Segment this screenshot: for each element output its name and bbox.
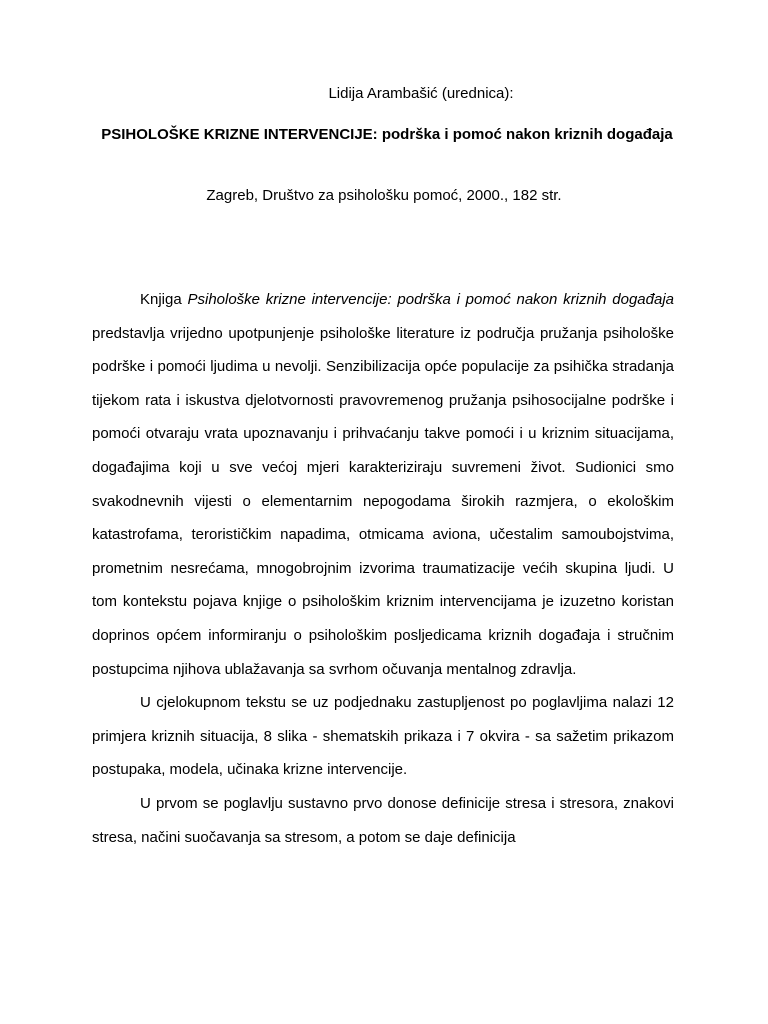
publication-info: Zagreb, Društvo za psihološku pomoć, 2000., 182 str.: [206, 187, 562, 204]
author-line: Lidija Arambašić (urednica):: [328, 85, 514, 102]
paragraph-1-book-title: Psihološke krizne intervencije: podrška i pomoć nakon kriznih događaja: [187, 291, 674, 308]
book-title-subtitle: podrška i pomoć nakon kriznih događaja: [381, 126, 673, 143]
book-title-main: PSIHOLOŠKE KRIZNE INTERVENCIJE:: [101, 126, 382, 143]
paragraph-1: [92, 283, 674, 686]
review-body: [92, 283, 674, 854]
paragraph-2: U cjelokupnom tekstu se uz podjednaku zastupljenost po poglavljima nalazi 12 primjera kriznih situacija, 8 slika - shematskih prikaza i 7 okvira - sa sažetim prikazom postupaka, modela, učinaka krizne intervencije.: [92, 694, 674, 779]
paragraph-1-intro: Knjiga: [140, 291, 188, 308]
book-title: [100, 117, 674, 152]
paragraph-1-text: predstavlja vrijedno upotpunjenje psihološke literature iz područja pružanja psihološke podrške i pomoći ljudima u nevolji. Senzibilizacija opće populacije za psihička stradanja tijekom rata i iskustva djelotvornosti pravovremenog pružanja psihosocijalne podrške i pomoći otvaraju vrata upoznavanju i prihvaćanju takve pomoći i u kriznim situacijama, događajima koji u sve većoj mjeri karakteriziraju suvremeni život. Sudionici smo svakodnevnih vijesti o elementarnim nepogodama širokih razmjera, o ekološkim katastrofama, terorističkim napadima, otmicama aviona, učestalim samoubojstvima, prometnim nesrećama, mnogobrojnim izvorima traumatizacije većih skupina ljudi. U tom kontekstu pojava knjige o psihološkim kriznim intervencijama je izuzetno koristan doprinos općem informiranju o psihološkim posljedicama kriznih događaja i stručnim postupcima njihova ublažavanja sa svrhom očuvanja mentalnog zdravlja.: [92, 324, 674, 678]
paragraph-3: U prvom se poglavlju sustavno prvo donose definicije stresa i stresora, znakovi stresa, načini suočavanja sa stresom, a potom se daje definicija: [92, 794, 674, 846]
